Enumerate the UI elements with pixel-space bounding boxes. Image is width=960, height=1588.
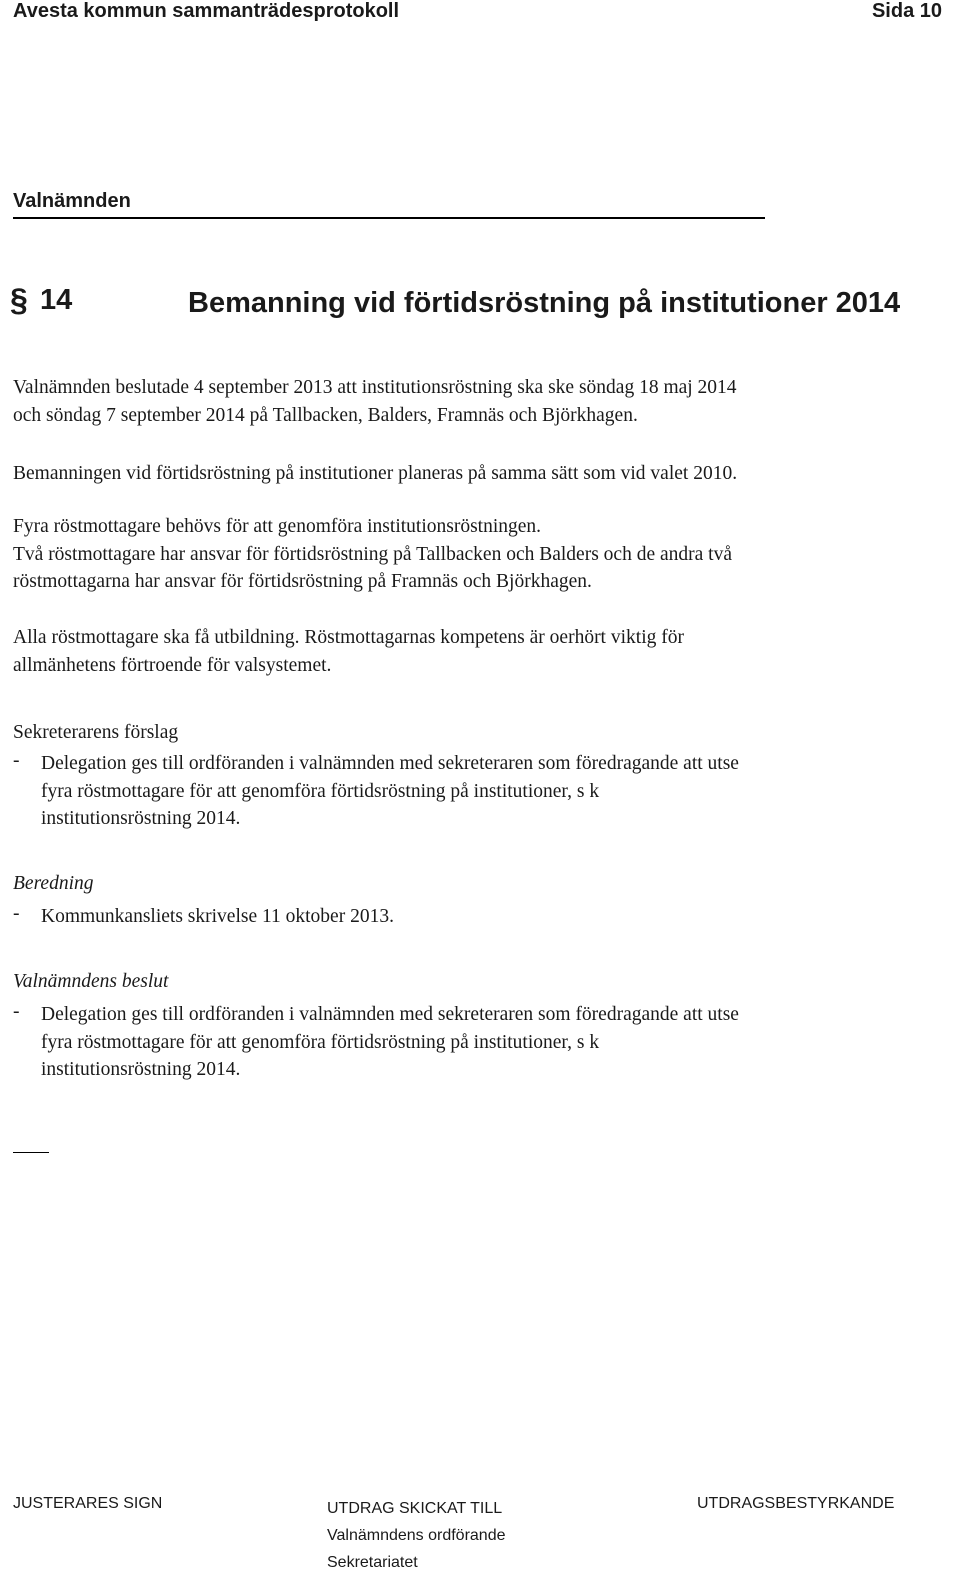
decision-dash: - [13,1001,20,1022]
end-of-section-rule [13,1152,49,1153]
document-title: Avesta kommun sammanträdesprotokoll [13,0,400,22]
text-line: Två röstmottagare har ansvar för förtidsröstning på Tallbacken och Balders och de andra två [13,543,732,565]
paragraph-vote-receivers [13,513,732,596]
footer-certification-label: UTDRAGSBESTYRKANDE [697,1495,895,1512]
section-title: Bemanning vid förtidsröstning på institutioner 2014 [188,287,901,319]
text-line: och söndag 7 september 2014 på Tallbacken, Balders, Framnäs och Björkhagen. [13,404,638,426]
text-line: Delegation ges till ordföranden i valnämnden med sekreteraren som föredragande att utse [41,1004,739,1025]
footer-distribution [327,1495,506,1576]
text-line: fyra röstmottagare för att genomföra förtidsröstning på institutioner, s k [41,1031,600,1053]
proposal-dash: - [13,750,20,771]
committee-heading: Valnämnden [13,190,765,219]
text-line: Bemanningen vid förtidsröstning på institutioner planeras på samma sätt som vid valet 2010. [13,463,738,484]
paragraph-staffing-plan [13,460,737,488]
section-symbol: § [10,282,28,318]
text-line: fyra röstmottagare för att genomföra förtidsröstning på institutioner, s k [41,780,600,802]
text-line: Valnämnden beslutade 4 september 2013 att institutionsröstning ska ske söndag 18 maj 2014 [13,377,737,398]
preparation-heading: Beredning [13,873,94,894]
preparation-item: Kommunkansliets skrivelse 11 oktober 2013. [41,906,394,927]
paragraph-decision-background [13,374,737,429]
decision-heading: Valnämndens beslut [13,971,169,992]
paragraph-training [13,624,684,679]
text-line: institutionsröstning 2014. [41,1059,241,1080]
text-line: röstmottagarna har ansvar för förtidsröstning på Framnäs och Björkhagen. [13,571,592,592]
footer-recipient: Sekretariatet [327,1554,418,1571]
text-line: allmänhetens förtroende för valsystemet. [13,654,332,676]
preparation-dash: - [13,903,20,924]
section-number: 14 [40,284,73,316]
proposal-heading: Sekreterarens förslag [13,722,179,743]
decision-item [41,1001,739,1084]
page-number: Sida 10 [871,0,942,22]
text-line: Delegation ges till ordföranden i valnämnden med sekreteraren som föredragande att utse [41,753,739,774]
footer-recipient: Valnämndens ordförande [327,1527,506,1544]
proposal-item [41,750,739,833]
footer-signature-label: JUSTERARES SIGN [13,1495,163,1512]
text-line: institutionsröstning 2014. [41,808,241,829]
footer-distribution-title: UTDRAG SKICKAT TILL [327,1500,503,1517]
text-line: Fyra röstmottagare behövs för att genomföra institutionsröstningen. [13,516,542,537]
text-line: Alla röstmottagare ska få utbildning. Röstmottagarnas kompetens är oerhört viktig för [13,627,684,648]
